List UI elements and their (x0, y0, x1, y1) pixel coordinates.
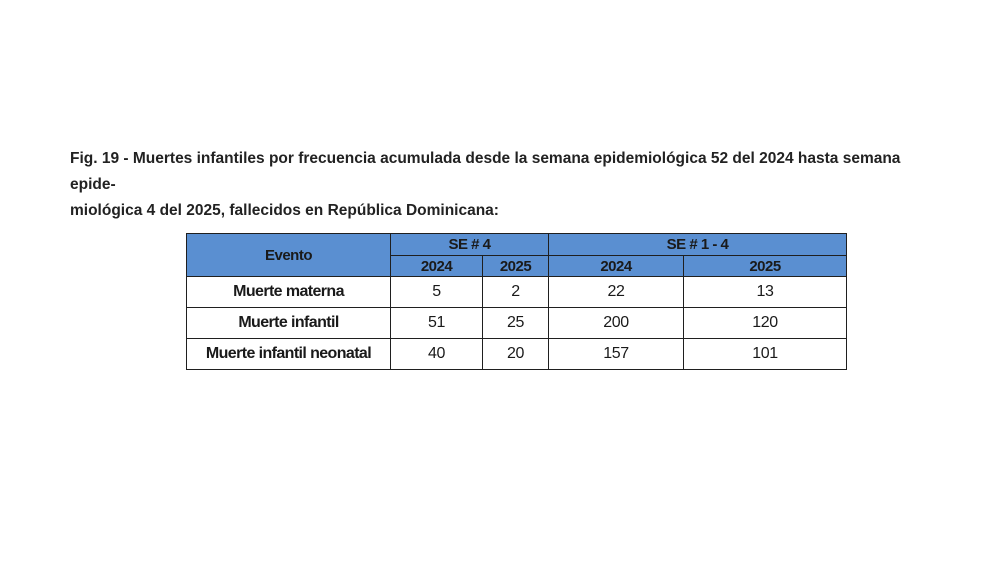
data-table-container (186, 233, 847, 370)
header-group-se4: SE # 4 (391, 234, 549, 256)
value-cell: 2 (483, 277, 549, 308)
caption-line-2: miológica 4 del 2025, fallecidos en República Dominicana: (70, 202, 499, 219)
event-cell: Muerte infantil (187, 308, 391, 339)
header-year: 2025 (483, 256, 549, 277)
event-cell: Muerte infantil neonatal (187, 339, 391, 370)
value-cell: 20 (483, 339, 549, 370)
value-cell: 40 (391, 339, 483, 370)
value-cell: 5 (391, 277, 483, 308)
value-cell: 157 (549, 339, 684, 370)
header-row-groups (187, 234, 847, 256)
table-row (187, 277, 847, 308)
header-group-se1-4: SE # 1 - 4 (549, 234, 847, 256)
table-row (187, 308, 847, 339)
header-evento: Evento (187, 234, 391, 277)
header-year: 2024 (549, 256, 684, 277)
value-cell: 22 (549, 277, 684, 308)
deaths-table (186, 233, 847, 370)
table-row (187, 339, 847, 370)
value-cell: 25 (483, 308, 549, 339)
event-cell: Muerte materna (187, 277, 391, 308)
value-cell: 13 (684, 277, 847, 308)
value-cell: 51 (391, 308, 483, 339)
header-year: 2024 (391, 256, 483, 277)
value-cell: 101 (684, 339, 847, 370)
value-cell: 200 (549, 308, 684, 339)
header-year: 2025 (684, 256, 847, 277)
caption-line-1: Fig. 19 - Muertes infantiles por frecuencia acumulada desde la semana epidemiológica 52 del 2024 hasta semana epide- (70, 150, 901, 193)
value-cell: 120 (684, 308, 847, 339)
figure-caption (70, 146, 950, 224)
